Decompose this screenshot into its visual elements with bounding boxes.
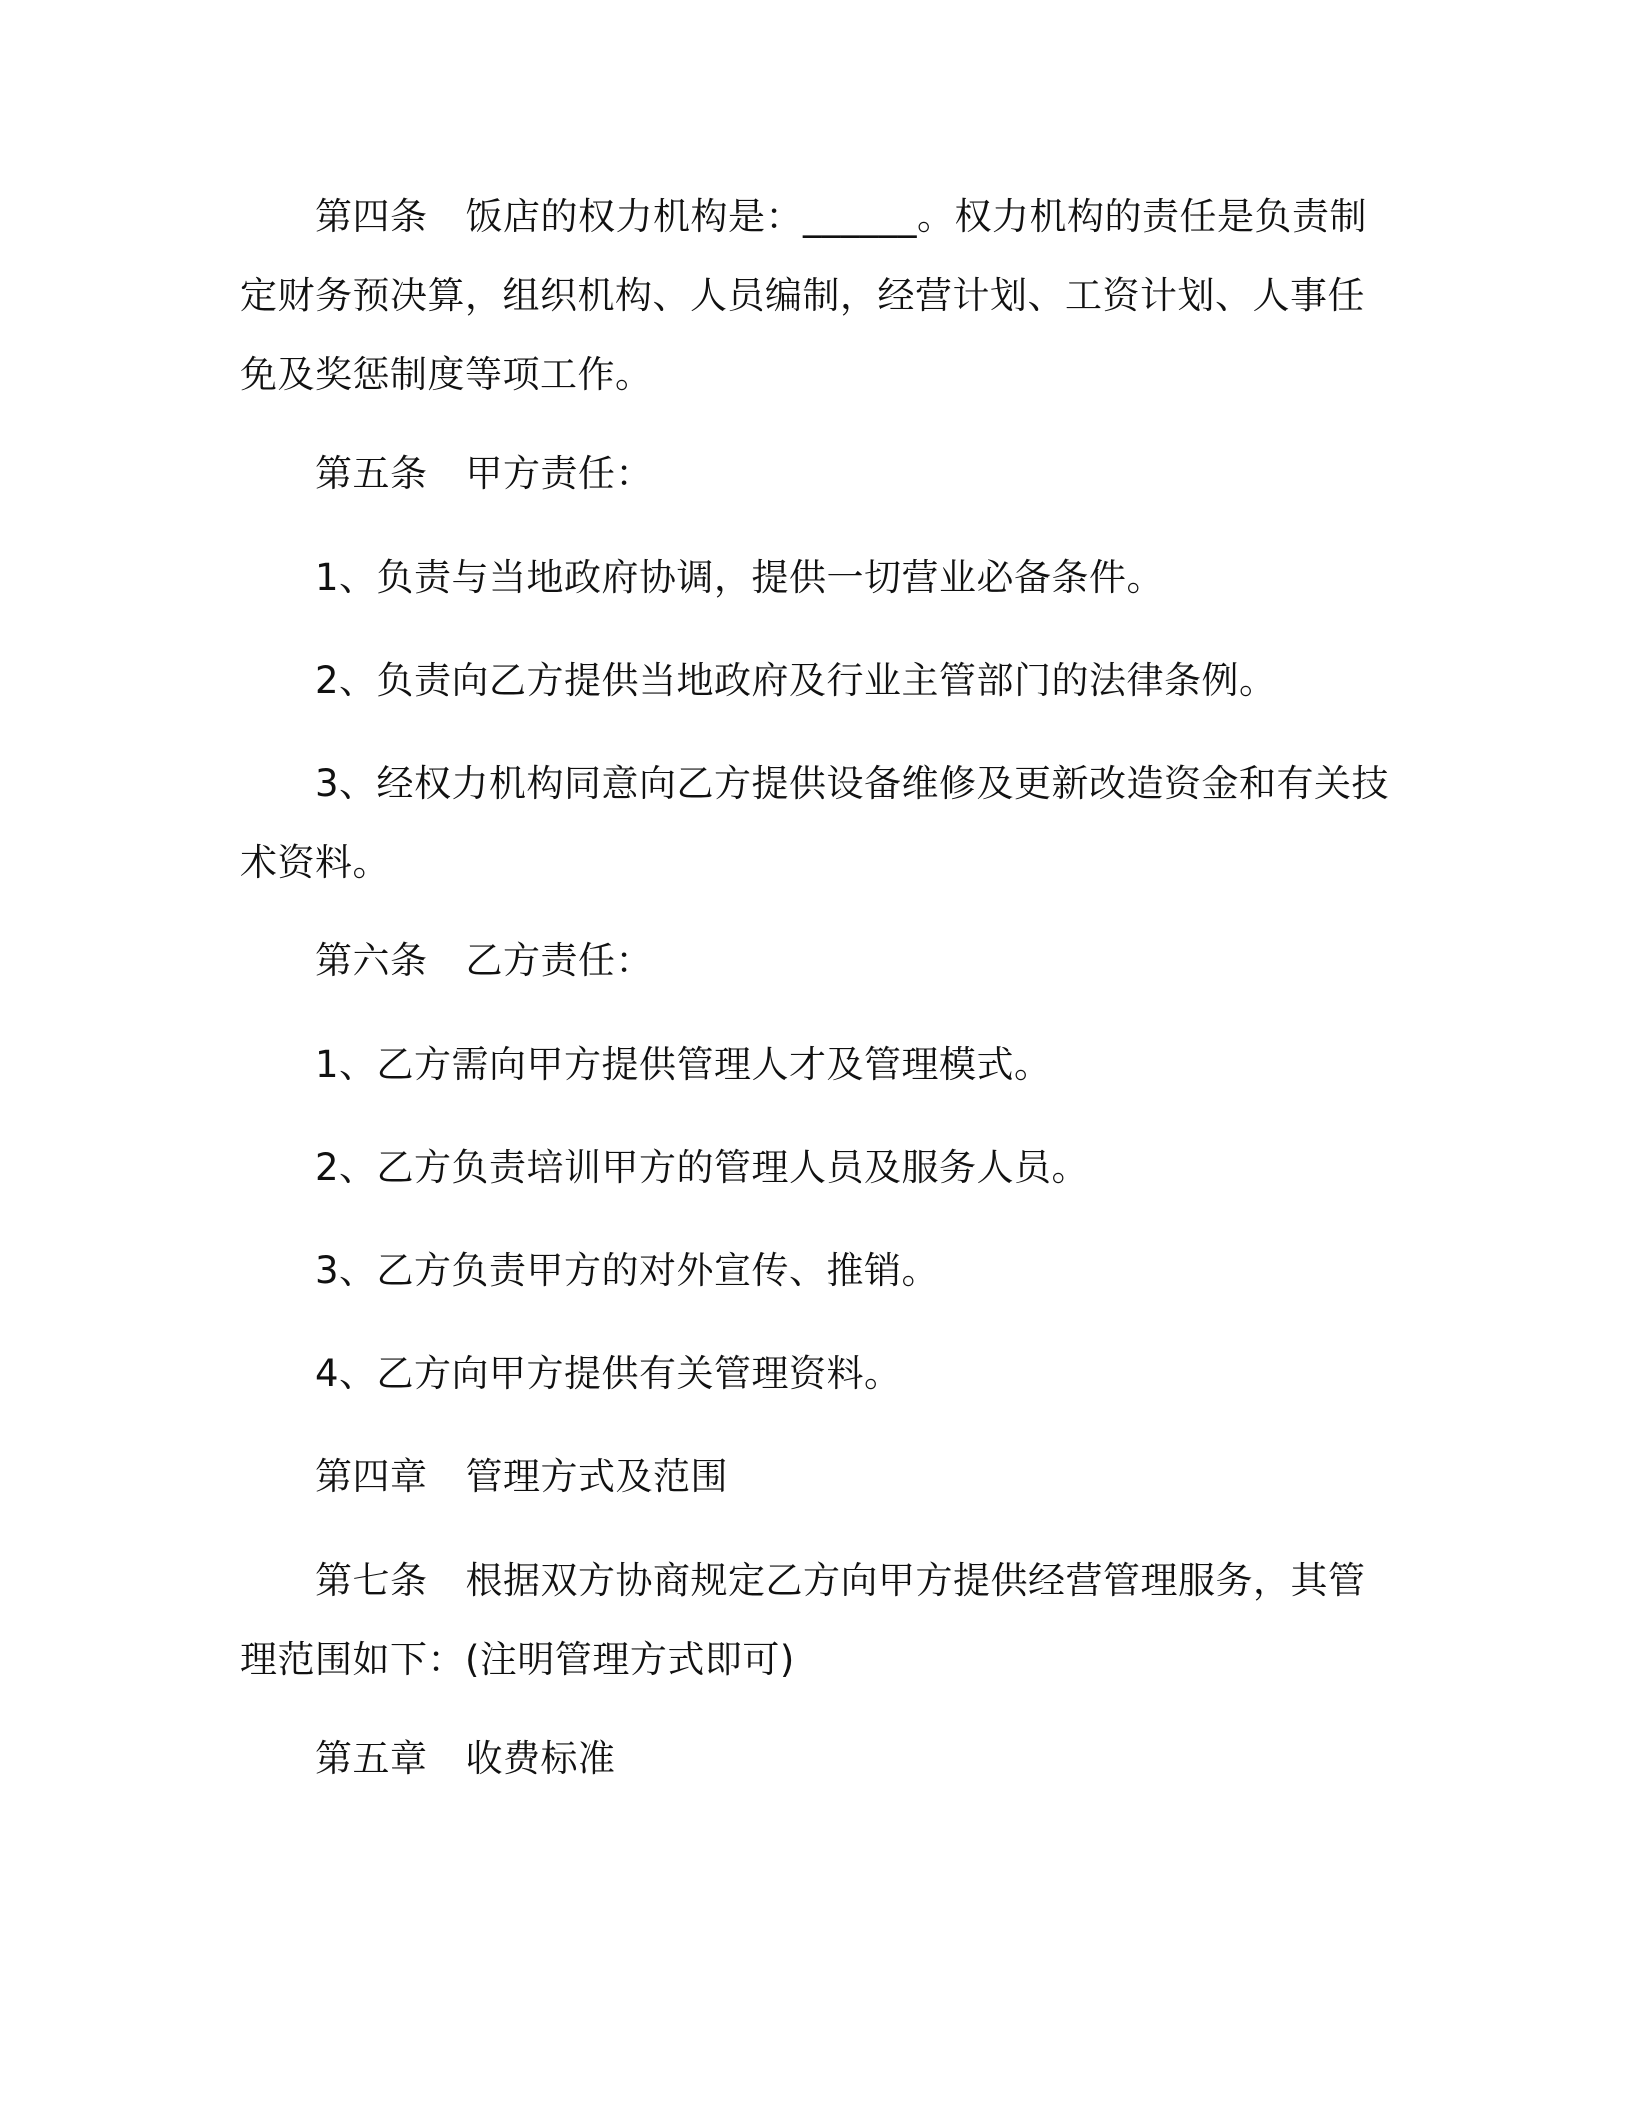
article-7-text-line1: 根据双方协商规定乙方向甲方提供经营管理服务，其管 <box>465 1559 1366 1602</box>
article-6-item-4: 4、乙方向甲方提供有关管理资料。 <box>315 1352 902 1395</box>
chapter-5-title: 收费标准 <box>465 1737 616 1780</box>
article-7-paragraph <box>240 1541 1380 1699</box>
chapter-4-title: 管理方式及范围 <box>465 1455 728 1498</box>
article-6-heading: 第六条 <box>315 939 428 982</box>
article-7-text-line2: 理范围如下：(注明管理方式即可) <box>240 1638 795 1681</box>
article-5-heading: 第五条 <box>315 452 428 495</box>
chapter-4-heading-line <box>240 1437 1380 1516</box>
article-4-text-line3: 免及奖惩制度等项工作。 <box>240 353 653 396</box>
article-6-item-2: 2、乙方负责培训甲方的管理人员及服务人员。 <box>315 1146 1090 1189</box>
article-4-text-line2: 定财务预决算，组织机构、人员编制，经营计划、工资计划、人事任 <box>240 274 1365 317</box>
article-5-item-3-line1: 3、经权力机构同意向乙方提供设备维修及更新改造资金和有关技 <box>315 762 1390 805</box>
article-5-heading-line <box>240 434 1380 513</box>
article-4-paragraph <box>240 177 1380 414</box>
article-5-item-1: 1、负责与当地政府协调，提供一切营业必备条件。 <box>315 556 1165 599</box>
chapter-5-heading: 第五章 <box>315 1737 428 1780</box>
article-5-item-3 <box>240 744 1390 902</box>
article-6-title: 乙方责任： <box>465 939 653 982</box>
article-6-heading-line <box>240 921 1380 1000</box>
article-4-text-line1: 饭店的权力机构是：______。权力机构的责任是负责制 <box>465 195 1367 238</box>
article-5-item-2: 2、负责向乙方提供当地政府及行业主管部门的法律条例。 <box>315 659 1277 702</box>
article-5-title: 甲方责任： <box>465 452 653 495</box>
article-6-item-1: 1、乙方需向甲方提供管理人才及管理模式。 <box>315 1043 1052 1086</box>
article-7-heading: 第七条 <box>315 1559 428 1602</box>
article-6-item-3: 3、乙方负责甲方的对外宣传、推销。 <box>315 1249 940 1292</box>
article-4-heading: 第四条 <box>315 195 428 238</box>
chapter-5-heading-line <box>240 1719 1380 1798</box>
article-5-item-3-line2: 术资料。 <box>240 841 390 884</box>
chapter-4-heading: 第四章 <box>315 1455 428 1498</box>
